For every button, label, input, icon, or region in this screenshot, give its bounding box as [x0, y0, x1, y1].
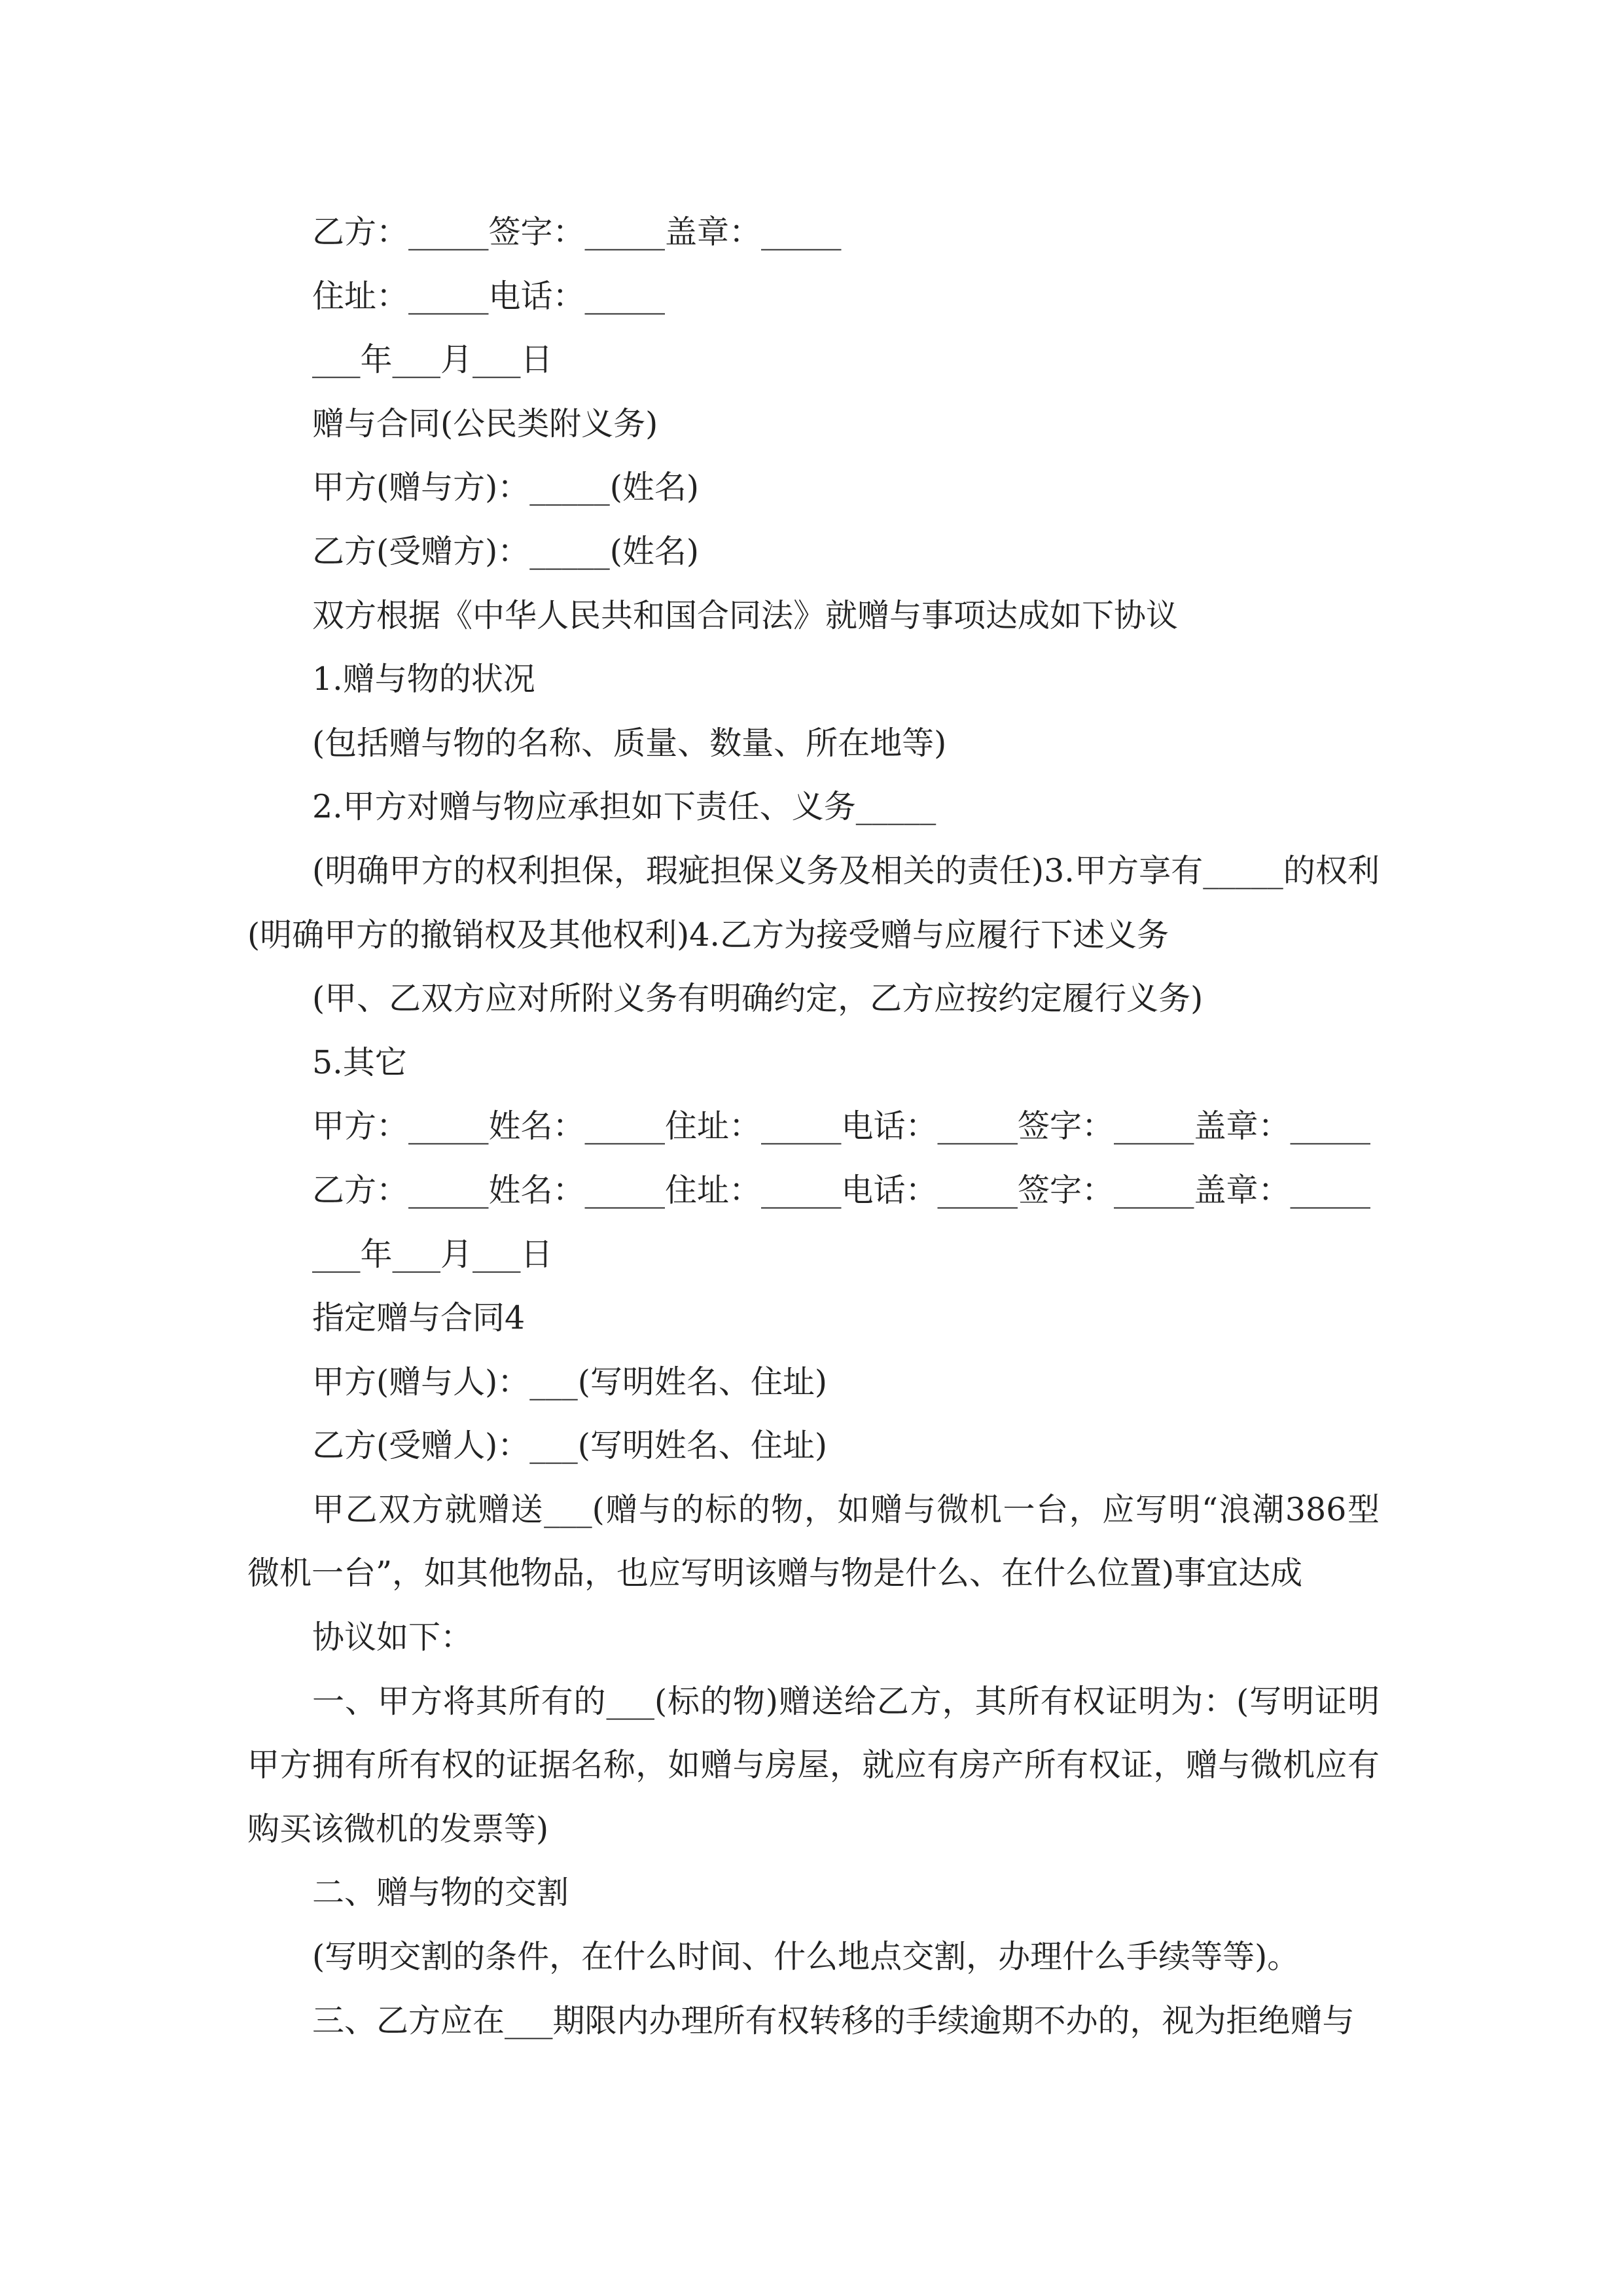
paragraph-line: (写明交割的条件，在什么时间、什么地点交割，办理什么手续等等)。 [312, 1938, 1300, 1976]
paragraph-line: 住址：_____电话：_____ [312, 277, 666, 315]
document-body [247, 200, 1380, 2053]
paragraph-line: 乙方(受赠人)：___(写明姓名、住址) [312, 1427, 827, 1465]
paragraph-line: 乙方(受赠方)：_____(姓名) [312, 532, 699, 570]
paragraph-line: 三、乙方应在___期限内办理所有权转移的手续逾期不办的，视为拒绝赠与 [312, 2001, 1355, 2039]
paragraph-line: 指定赠与合同4 [312, 1299, 526, 1337]
paragraph-line: 乙方：_____姓名：_____住址：_____电话：_____签字：_____盖章：_____ [312, 1171, 1371, 1209]
paragraph-line: (包括赠与物的名称、质量、数量、所在地等) [312, 724, 947, 762]
paragraph-line: 5.其它 [312, 1043, 407, 1081]
paragraph-line: 一、甲方将其所有的___(标的物)赠送给乙方，其所有权证明为：(写明证明甲方拥有所有权的证据名称，如赠与房屋，就应有房产所有权证，赠与微机应有购买该微机的发票等) [247, 1682, 1380, 1848]
paragraph-line: 2.甲方对赠与物应承担如下责任、义务_____ [312, 788, 936, 826]
paragraph-line: 二、赠与物的交割 [312, 1874, 569, 1912]
paragraph-line: 双方根据《中华人民共和国合同法》就赠与事项达成如下协议 [312, 596, 1179, 634]
paragraph-line: 乙方：_____签字：_____盖章：_____ [312, 213, 842, 251]
paragraph-line: (明确甲方的权利担保，瑕疵担保义务及相关的责任)3.甲方享有_____的权利(明确甲方的撤销权及其他权利)4.乙方为接受赠与应履行下述义务 [247, 852, 1380, 954]
paragraph-line: ___年___月___日 [312, 341, 553, 379]
paragraph-line: 甲方：_____姓名：_____住址：_____电话：_____签字：_____盖章：_____ [312, 1107, 1371, 1145]
paragraph-line: 甲方(赠与人)：___(写明姓名、住址) [312, 1363, 827, 1401]
paragraph-line: 协议如下： [312, 1619, 473, 1657]
paragraph-line: 赠与合同(公民类附义务) [312, 404, 658, 442]
paragraph-line: 甲乙双方就赠送___(赠与的标的物，如赠与微机一台，应写明“浪潮386型微机一台”，如其他物品，也应写明该赠与物是什么、在什么位置)事宜达成 [247, 1490, 1380, 1592]
paragraph-line: ___年___月___日 [312, 1235, 553, 1273]
paragraph-line: (甲、乙双方应对所附义务有明确约定，乙方应按约定履行义务) [312, 980, 1204, 1018]
paragraph-line: 1.赠与物的状况 [312, 660, 535, 698]
paragraph-line: 甲方(赠与方)：_____(姓名) [312, 469, 699, 507]
